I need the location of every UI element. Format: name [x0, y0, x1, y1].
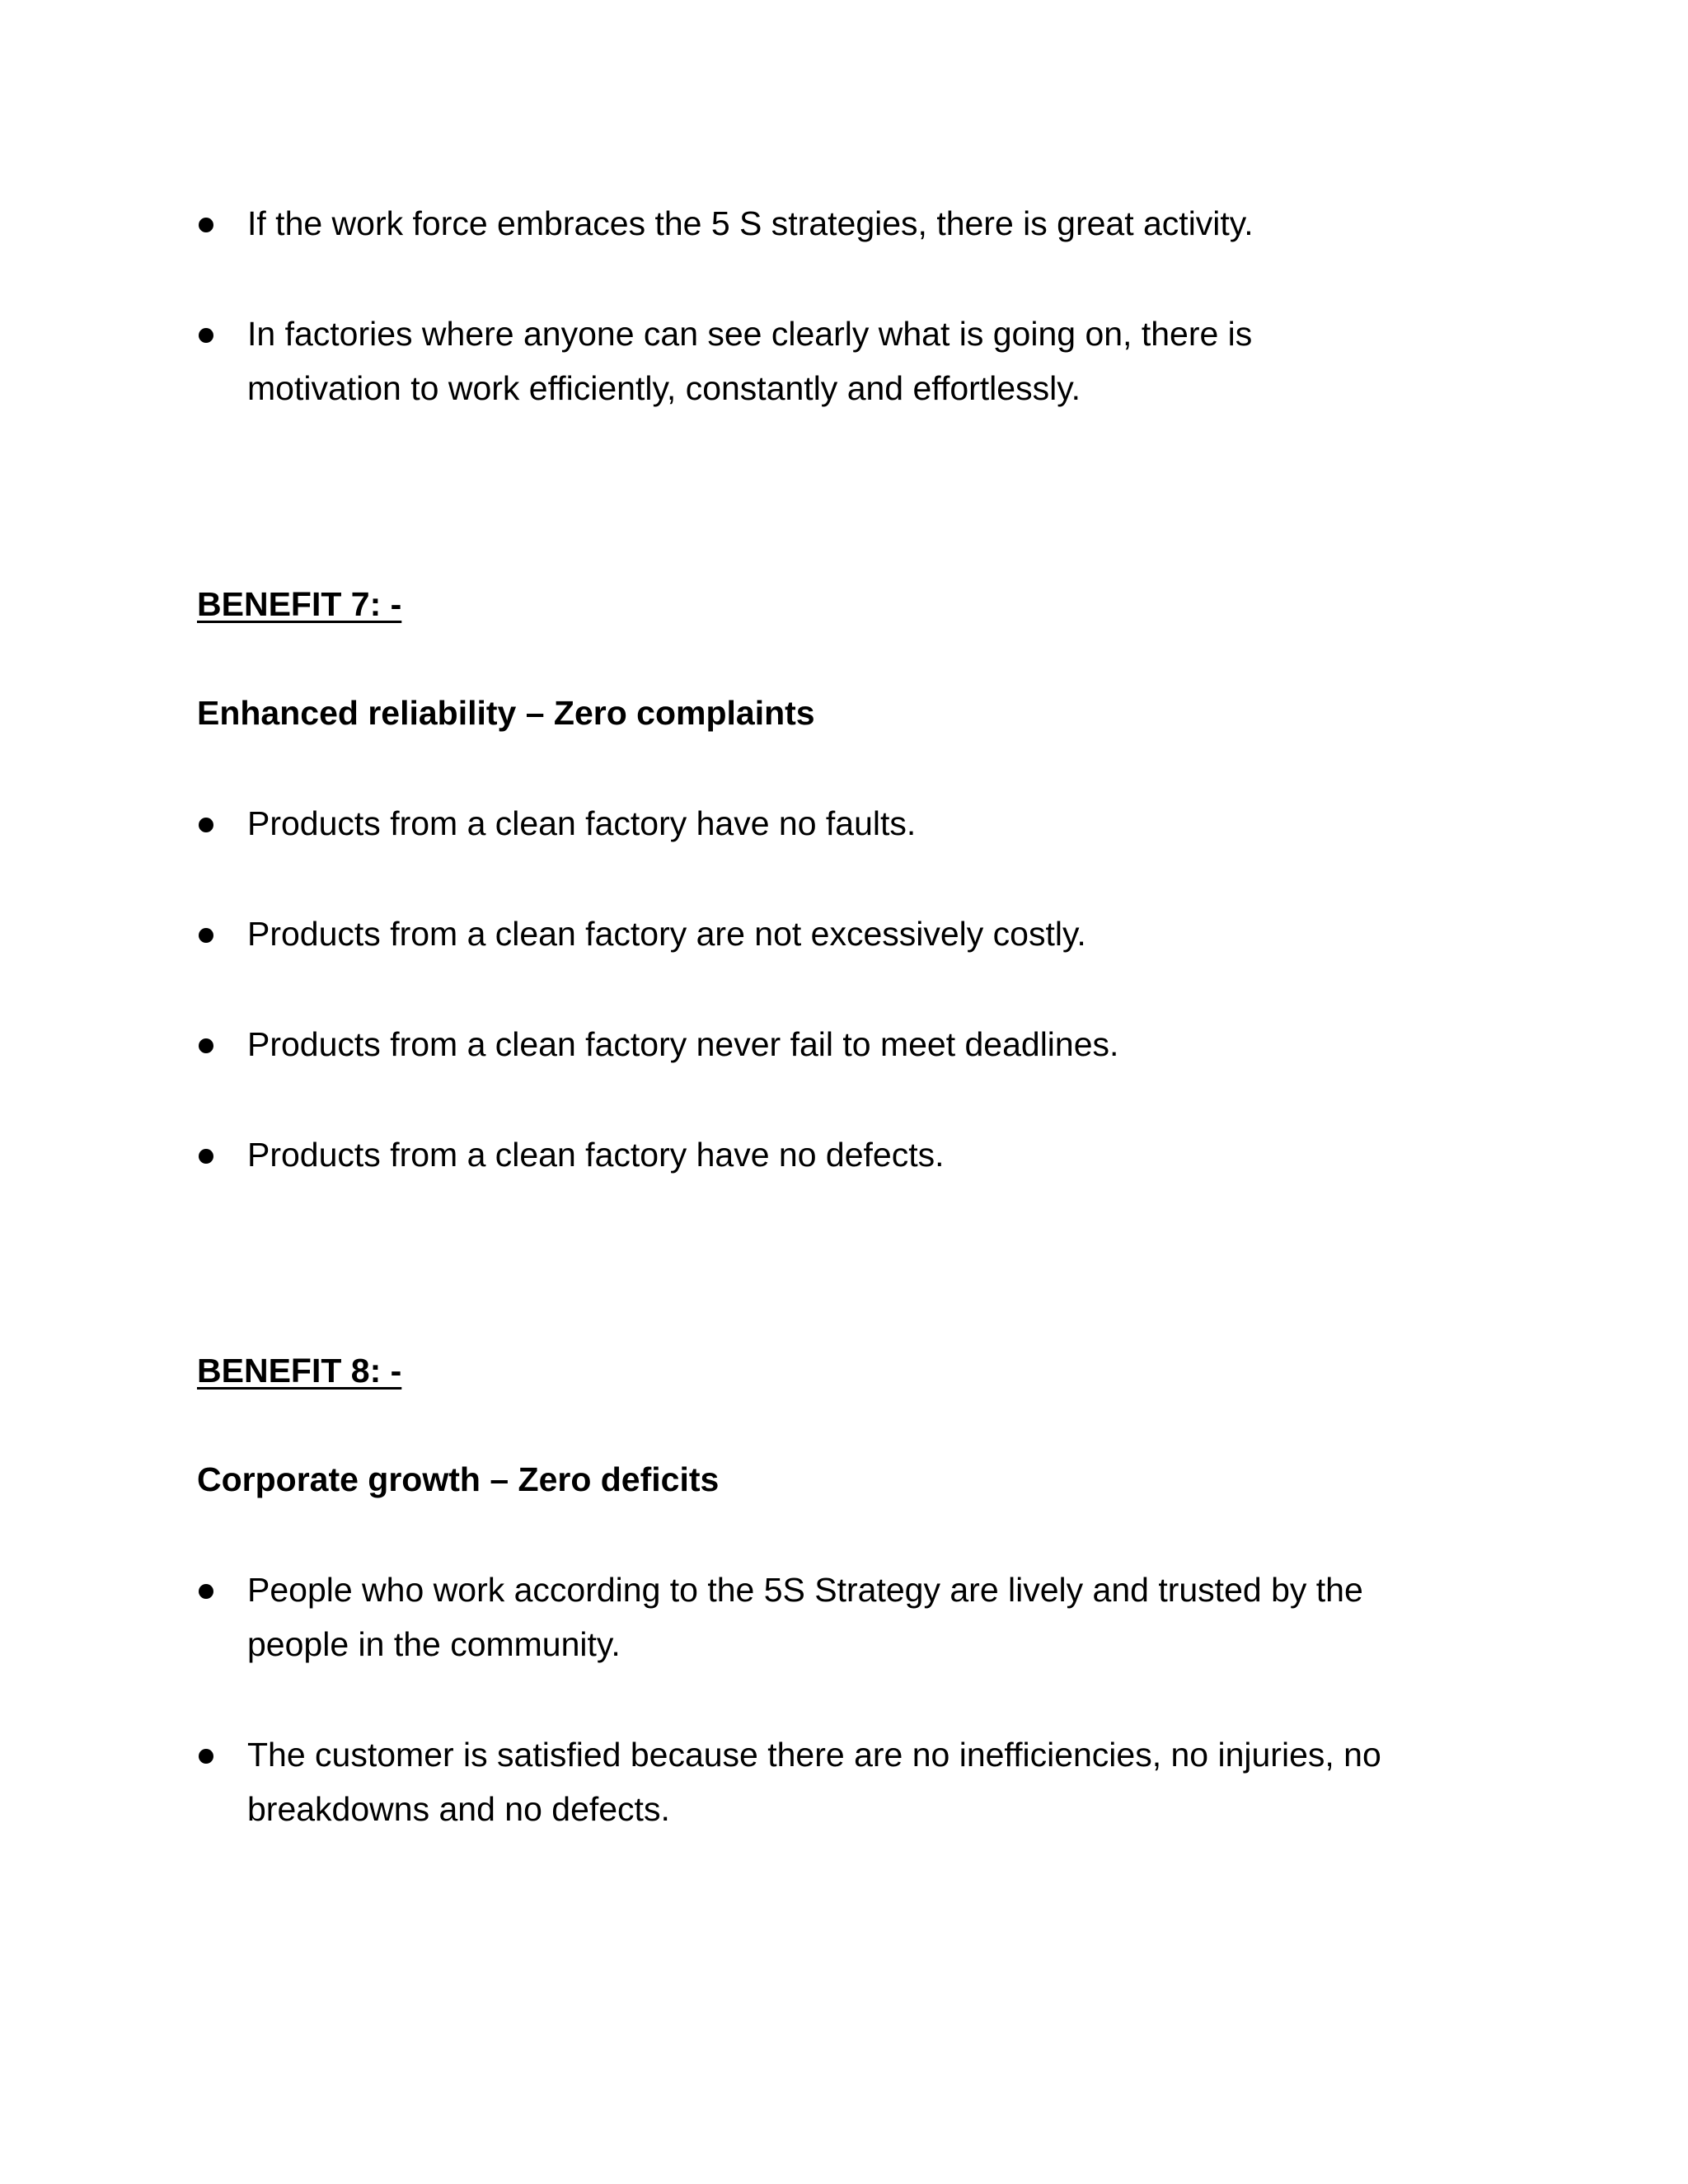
- list-item: [0, 307, 1688, 415]
- benefit-8-heading: BENEFIT 8: -: [197, 1352, 402, 1390]
- benefit-8-bullet-list-2: [0, 1727, 1688, 1836]
- list-item-text: The customer is satisfied because there are no inefficiencies, no injuries, no breakdowns and no defects.: [247, 1736, 1381, 1828]
- list-item-text: People who work according to the 5S Strategy are lively and trusted by the people in the community.: [247, 1571, 1363, 1663]
- list-item-text: Products from a clean factory never fail to meet deadlines.: [247, 1025, 1119, 1063]
- list-item: [0, 1127, 1688, 1182]
- list-item-text: Products from a clean factory have no defects.: [247, 1136, 945, 1174]
- list-item-text: Products from a clean factory have no faults.: [247, 804, 917, 842]
- benefit-7-bullet-list-4: [0, 1127, 1688, 1182]
- list-item-text: If the work force embraces the 5 S strategies, there is great activity.: [247, 204, 1254, 242]
- list-item: [0, 1727, 1688, 1836]
- list-item-text: In factories where anyone can see clearly what is going on, there is motivation to work efficiently, constantly and effortlessly.: [247, 315, 1253, 407]
- benefit-7-bullet-list-2: [0, 907, 1688, 961]
- benefit-8-subtitle: Corporate growth – Zero deficits: [197, 1460, 720, 1498]
- intro-bullet-list-2: [0, 307, 1688, 415]
- list-item: [0, 1017, 1688, 1071]
- list-item: [0, 907, 1688, 961]
- benefit-7-subtitle: Enhanced reliability – Zero complaints: [197, 694, 815, 732]
- list-item: [0, 196, 1688, 251]
- benefit-7-bullet-list-3: [0, 1017, 1688, 1071]
- intro-bullet-list: [0, 196, 1688, 251]
- benefit-7-bullet-list: [0, 796, 1688, 851]
- list-item: [0, 1563, 1688, 1671]
- benefit-8-bullet-list: [0, 1563, 1688, 1671]
- list-item-text: Products from a clean factory are not excessively costly.: [247, 915, 1086, 953]
- benefit-7-heading: BENEFIT 7: -: [197, 585, 402, 623]
- list-item: [0, 796, 1688, 851]
